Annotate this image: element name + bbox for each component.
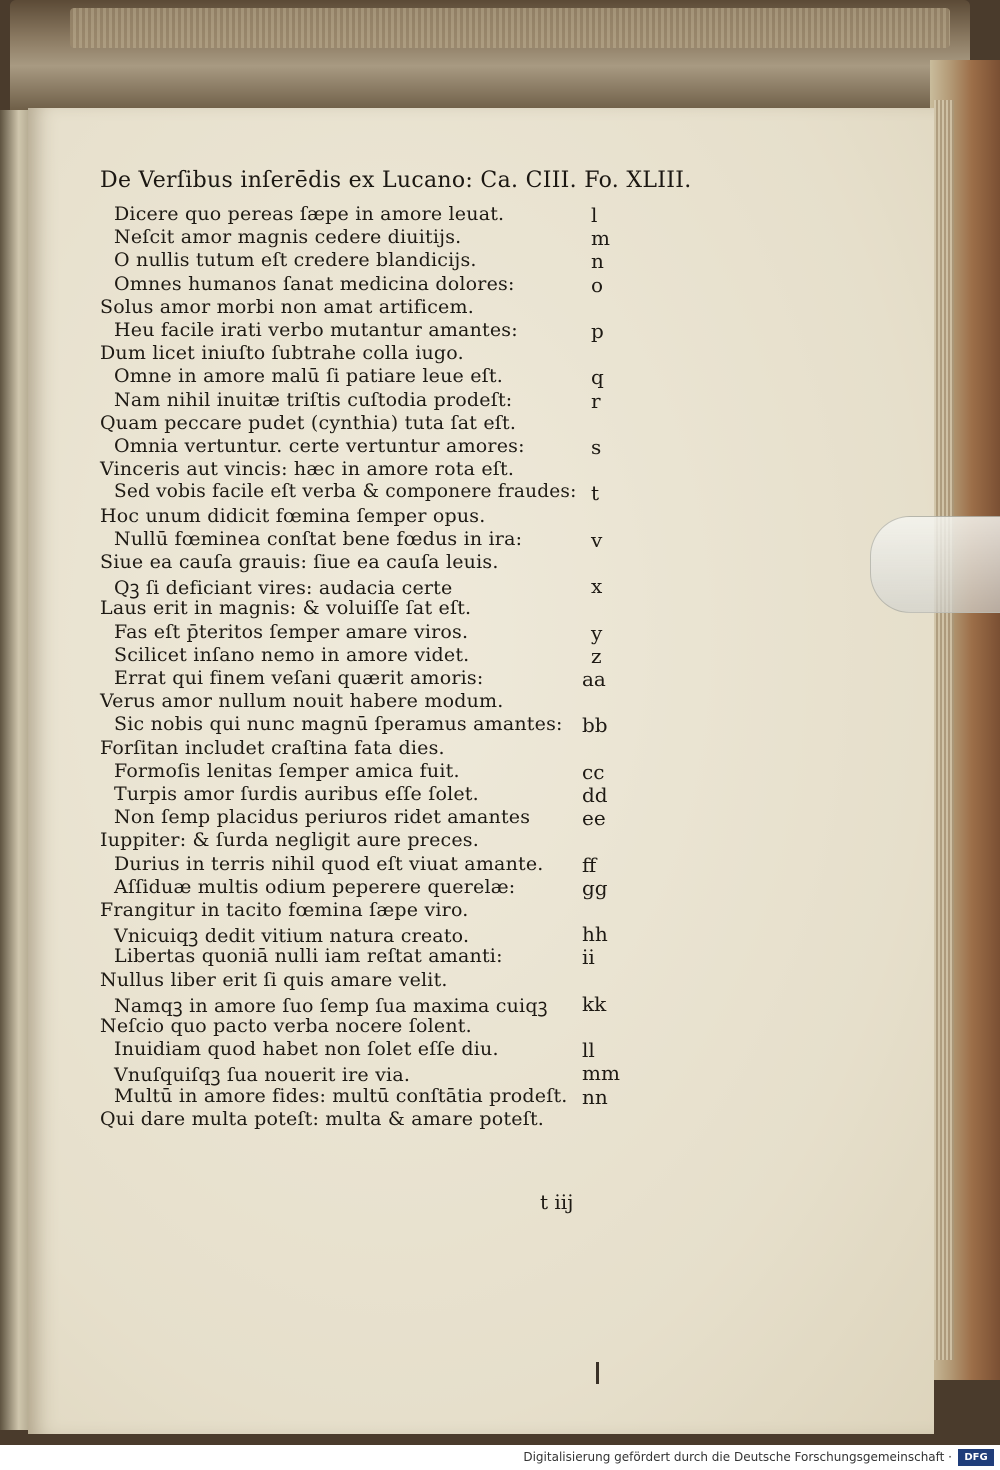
verse-marker: dd — [582, 783, 608, 807]
verse-marker: bb — [582, 713, 608, 737]
verse-line: Durius in terris nihil quod eſt viuat amante. — [114, 853, 544, 875]
verse-line: Solus amor morbi non amat artificem. — [100, 296, 474, 318]
verse-line: Laus erit in magnis: & voluiſſe ſat eſt. — [100, 597, 472, 619]
verse-line: Omne in amore malū ſi patiare leue eſt. — [114, 365, 503, 387]
verse-line: Dum licet iniuſto ſubtrahe colla iugo. — [100, 342, 464, 364]
verse-marker: hh — [582, 922, 608, 946]
footer-bar — [0, 1445, 1000, 1470]
verse-line: Frangitur in tacito fœmina ſæpe viro. — [100, 899, 469, 921]
verse-marker: t — [591, 481, 600, 505]
verse-line: Nam nihil inuitæ triſtis cuſtodia prodeſt: — [114, 389, 513, 411]
verse-line: Inuidiam quod habet non ſolet eſſe diu. — [114, 1038, 499, 1060]
verse-marker: n — [591, 249, 604, 273]
verse-marker: nn — [582, 1085, 608, 1109]
verse-marker: aa — [582, 667, 606, 691]
verse-marker: kk — [582, 992, 607, 1016]
verse-marker: o — [591, 273, 604, 297]
verse-marker: cc — [582, 760, 605, 784]
verse-line: Sed vobis facile eſt verba & componere fraudes: — [114, 481, 577, 502]
verse-marker: z — [591, 644, 602, 668]
verse-marker: ff — [582, 853, 597, 877]
verse-line: Nullus liber erit ſi quis amare velit. — [100, 969, 448, 991]
verse-line: Omnia vertuntur. certe vertuntur amores: — [114, 435, 525, 457]
page-edges — [930, 60, 1000, 1380]
verse-line: Nullū fœminea conſtat bene fœdus in ira: — [114, 528, 523, 550]
verse-line: Non ſemp placidus periuros ridet amantes — [114, 806, 531, 828]
verse-line: Quam peccare pudet (cynthia) tuta ſat eſt. — [100, 412, 517, 434]
verse-line: Heu facile irati verbo mutantur amantes: — [114, 319, 518, 341]
verse-marker: r — [591, 389, 601, 413]
verse-marker: l — [591, 203, 598, 227]
verse-line: Hoc unum didicit fœmina ſemper opus. — [100, 505, 486, 527]
verse-marker: q — [591, 365, 604, 389]
verse-line: Siue ea cauſa grauis: ſiue ea cauſa leuis. — [100, 551, 499, 573]
verse-marker: m — [591, 226, 610, 250]
verse-marker: s — [591, 435, 602, 459]
verse-line: Qui dare multa poteſt: multa & amare poteſt. — [100, 1108, 545, 1130]
book-top-edge — [10, 0, 970, 110]
footer-credit: Digitalisierung gefördert durch die Deutsche Forschungsgemeinschaft · — [523, 1450, 952, 1464]
verse-marker: gg — [582, 876, 608, 900]
verse-marker: y — [591, 621, 603, 645]
verse-line: Sic nobis qui nunc magnū ſperamus amantes: — [114, 713, 563, 735]
verse-line: Vnuſquiſqꝫ ſua nouerit ire via. — [114, 1064, 411, 1086]
verse-line: Scilicet inſano nemo in amore videt. — [114, 644, 470, 666]
verse-line: Iuppiter: & ſurda negligit aure preces. — [100, 829, 479, 851]
verse-line: Aſſiduæ multis odium peperere querelæ: — [114, 876, 516, 898]
verse-line: Formoſis lenitas ſemper amica fuit. — [114, 760, 460, 782]
verse-line: Namqꝫ in amore ſuo ſemp ſua maxima cuiqꝫ — [114, 995, 548, 1017]
page-clip — [870, 516, 1000, 613]
signature-mark: t iij — [540, 1190, 574, 1214]
verse-marker: v — [591, 528, 603, 552]
verse-marker: mm — [582, 1061, 620, 1085]
verse-line: Vinceris aut vincis: hæc in amore rota eſt. — [100, 458, 515, 480]
verse-line: Forſitan includet craſtina fata dies. — [100, 737, 445, 759]
verse-line: Verus amor nullum nouit habere modum. — [100, 690, 504, 712]
verse-line: Neſcio quo pacto verba nocere ſolent. — [100, 1015, 472, 1037]
verse-line: Qꝫ ſi deficiant vires: audacia certe — [114, 577, 453, 599]
margin-tick — [596, 1362, 599, 1384]
dfg-logo: DFG — [958, 1449, 994, 1466]
verse-marker: p — [591, 319, 604, 343]
verse-line: Dicere quo pereas ſæpe in amore leuat. — [114, 203, 505, 225]
verse-line: Omnes humanos ſanat medicina dolores: — [114, 273, 515, 295]
verse-line: Errat qui finem veſani quærit amoris: — [114, 667, 484, 689]
verse-line: Multū in amore fides: multū conſtātia prodeſt. — [114, 1085, 568, 1107]
verse-line: O nullis tutum eſt credere blandicijs. — [114, 249, 477, 271]
verse-marker: ll — [582, 1038, 595, 1062]
verse-marker: x — [591, 574, 603, 598]
verse-line: Fas eſt p̄teritos ſemper amare viros. — [114, 621, 469, 643]
verse-line: Libertas quoniā nulli iam reſtat amanti: — [114, 945, 503, 967]
verse-marker: ii — [582, 945, 595, 969]
page-header: De Verſibus inſerēdis ex Lucano: Ca. CIII. Fo. XLIII. — [100, 168, 692, 193]
verse-line: Neſcit amor magnis cedere diuitijs. — [114, 226, 462, 248]
verse-marker: ee — [582, 806, 606, 830]
verse-line: Turpis amor ſurdis auribus eſſe ſolet. — [114, 783, 479, 805]
verse-line: Vnicuiqꝫ dedit vitium natura creato. — [114, 925, 470, 947]
